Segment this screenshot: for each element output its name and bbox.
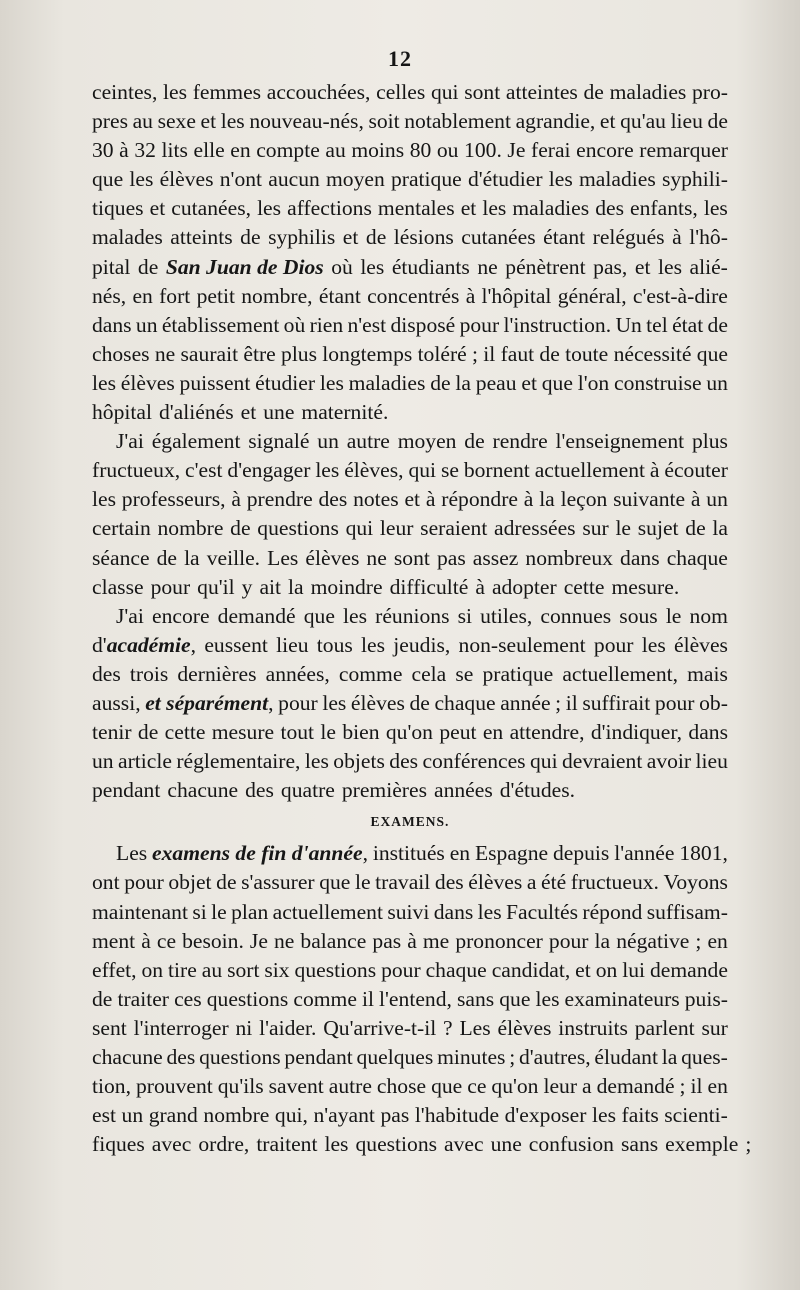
- text-line: malades atteints de syphilis et de lésions cutanées étant relégués à l'hô-: [92, 225, 728, 250]
- text-line: nés, en fort petit nombre, étant concentrés à l'hôpital général, c'est-à-dire: [92, 283, 728, 308]
- text-line: tiques et cutanées, les affections mentales et les maladies des enfants, les: [92, 196, 728, 221]
- text-line: les professeurs, à prendre des notes et à répondre à la leçon suivante à un: [92, 487, 728, 512]
- text-line: ont pour objet de s'assurer que le travail des élèves a été fructueux. Voyons: [92, 870, 728, 895]
- text-line: pendant chacune des quatre premières années d'études.: [92, 778, 576, 803]
- text-line: choses ne saurait être plus longtemps toléré ; il faut de toute nécessité que: [92, 341, 728, 366]
- text-line: ceintes, les femmes accouchées, celles qui sont atteintes de maladies pro-: [92, 80, 728, 104]
- text-line: de traiter ces questions comme il l'entend, sans que les examinateurs puis-: [92, 986, 728, 1011]
- text-line: certain nombre de questions qui leur seraient adressées sur le sujet de la: [92, 516, 728, 541]
- text-line: chacune des questions pendant quelques minutes ; d'autres, éludant la ques-: [92, 1045, 728, 1069]
- text-line: tenir de cette mesure tout le bien qu'on peut en attendre, d'indiquer, dans: [92, 720, 728, 745]
- section-heading: EXAMENS.: [370, 814, 450, 830]
- text-line: fiques avec ordre, traitent les questions avec une confusion sans exemple ;: [92, 1132, 752, 1157]
- text-line: un article réglementaire, les objets des conférences qui devraient avoir lieu: [92, 749, 728, 774]
- text-line: 30 à 32 lits elle en compte au moins 80 ou 100. Je ferai encore remarquer: [92, 138, 728, 163]
- text-line: tion, prouvent qu'ils savent autre chose que ce qu'on leur a demandé ; il en: [92, 1074, 728, 1099]
- text-line: dans un établissement où rien n'est disposé pour l'instruction. Un tel état de: [92, 312, 728, 337]
- text-line: d'académie, eussent lieu tous les jeudis, non-seulement pour les élèves: [92, 632, 728, 657]
- page-body: [92, 78, 752, 1159]
- text-line: que les élèves n'ont aucun moyen pratique d'étudier les maladies syphili-: [92, 167, 728, 192]
- text-line: pital de San Juan de Dios où les étudiants ne pénètrent pas, et les alié-: [92, 254, 728, 279]
- text-line: effet, on tire au sort six questions pour chaque candidat, et on lui demande: [92, 957, 728, 982]
- text-line: Les examens de fin d'année, institués en Espagne depuis l'année 1801,: [116, 841, 728, 866]
- text-line: fructueux, c'est d'engager les élèves, qui se bornent actuellement à écouter: [92, 458, 728, 483]
- text-line: aussi, et séparément, pour les élèves de chaque année ; il suffirait pour ob-: [92, 690, 728, 715]
- text-line: sent l'interroger ni l'aider. Qu'arrive-t-il ? Les élèves instruits parlent sur: [92, 1015, 728, 1040]
- text-line: les élèves puissent étudier les maladies de la peau et que l'on construise un: [92, 370, 728, 395]
- text-line: est un grand nombre qui, n'ayant pas l'habitude d'exposer les faits scienti-: [92, 1103, 728, 1128]
- text-line: classe pour qu'il y ait la moindre difficulté à adopter cette mesure.: [92, 574, 680, 599]
- text-line: J'ai également signalé un autre moyen de rendre l'enseignement plus: [116, 429, 728, 454]
- text-line: maintenant si le plan actuellement suivi dans les Facultés répond suffisam-: [92, 899, 728, 924]
- text-line: hôpital d'aliénés et une maternité.: [92, 400, 389, 425]
- text-line: ment à ce besoin. Je ne balance pas à me prononcer pour la négative ; en: [92, 928, 728, 953]
- text-line: J'ai encore demandé que les réunions si utiles, connues sous le nom: [116, 603, 728, 628]
- text-line: des trois dernières années, comme cela se pratique actuellement, mais: [92, 661, 728, 686]
- page-number: 12: [388, 46, 412, 71]
- text-line: séance de la veille. Les élèves ne sont pas assez nombreux dans chaque: [92, 545, 728, 570]
- text-line: pres au sexe et les nouveau-nés, soit notablement agrandie, et qu'au lieu de: [92, 109, 728, 134]
